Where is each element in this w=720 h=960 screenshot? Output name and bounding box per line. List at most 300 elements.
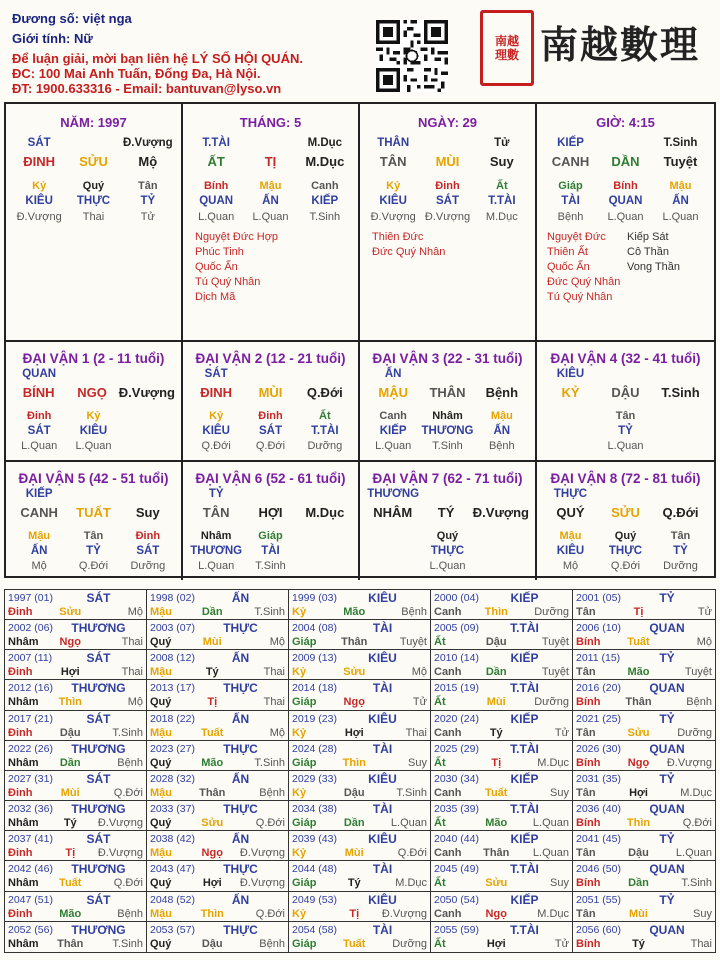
year-stem: Mậu bbox=[150, 907, 172, 920]
hidden-stem-row bbox=[543, 409, 708, 423]
stem-branch: M.Dục bbox=[305, 154, 345, 169]
year-stem: Bính bbox=[576, 817, 601, 830]
hidden-stem: Ất bbox=[496, 180, 508, 192]
star-item: Đức Quý Nhân bbox=[372, 246, 446, 258]
year-branch: Tuất bbox=[343, 937, 366, 950]
year-phase: Mộ bbox=[696, 636, 712, 649]
year-stem: Quý bbox=[150, 696, 172, 709]
hidden-god: SÁT bbox=[136, 545, 160, 557]
year-star: QUAN bbox=[649, 741, 685, 756]
life-phase-row bbox=[366, 210, 529, 224]
year-cell[interactable] bbox=[5, 741, 147, 771]
year-stem: Mậu bbox=[150, 666, 172, 679]
year-cell[interactable] bbox=[5, 590, 147, 620]
ten-god: TỶ bbox=[208, 488, 224, 500]
seal-stamp: 南越 理數 bbox=[480, 10, 534, 86]
year-label: 2016 (20) bbox=[576, 682, 621, 695]
year-branch: Tý bbox=[63, 817, 77, 830]
year-cell[interactable] bbox=[147, 711, 289, 741]
year-cell[interactable] bbox=[5, 650, 147, 680]
year-star: KIÊU bbox=[368, 771, 397, 786]
year-phase: Tuyệt bbox=[541, 636, 569, 649]
year-branch: Mùi bbox=[629, 907, 648, 920]
year-branch: Dậu bbox=[59, 726, 81, 739]
stem-branch: TUẤT bbox=[76, 505, 111, 520]
stem-branch: Mộ bbox=[138, 154, 158, 169]
year-label: 2035 (39) bbox=[434, 803, 479, 816]
ten-god: THƯƠNG bbox=[367, 488, 420, 500]
hidden-stem bbox=[366, 529, 420, 543]
ten-god-row bbox=[189, 487, 352, 501]
year-star: SÁT bbox=[86, 591, 111, 605]
year-stem: Quý bbox=[150, 877, 172, 890]
year-label: 2012 (16) bbox=[8, 682, 53, 695]
dai-van-panel bbox=[6, 342, 183, 462]
life-phase: L.Quan bbox=[198, 211, 235, 223]
year-branch: Sửu bbox=[59, 606, 82, 618]
hidden-god-row bbox=[189, 194, 352, 208]
year-star: TÀI bbox=[372, 802, 393, 817]
year-cell[interactable] bbox=[289, 771, 431, 801]
year-cell[interactable] bbox=[5, 922, 147, 952]
year-branch: Tuất bbox=[485, 786, 508, 799]
year-cell[interactable] bbox=[573, 861, 715, 891]
ten-god bbox=[598, 487, 653, 501]
year-phase: Thai bbox=[121, 666, 143, 679]
year-star: QUAN bbox=[649, 621, 685, 636]
year-branch: Mão bbox=[201, 756, 224, 769]
year-cell[interactable] bbox=[5, 892, 147, 922]
year-star: THƯƠNG bbox=[71, 862, 126, 877]
year-stem: Canh bbox=[434, 847, 462, 860]
year-cell[interactable] bbox=[289, 801, 431, 831]
year-stem: Kỷ bbox=[292, 907, 307, 920]
year-cell[interactable] bbox=[573, 650, 715, 680]
year-stem: Canh bbox=[434, 606, 462, 618]
life-phase: L.Quan bbox=[662, 211, 699, 223]
year-star: QUAN bbox=[649, 922, 685, 937]
year-cell[interactable] bbox=[289, 831, 431, 861]
year-stem: Tân bbox=[576, 726, 596, 739]
life-phase: Bệnh bbox=[557, 211, 584, 223]
year-branch: Sửu bbox=[485, 877, 508, 890]
stem-branch: MÙI bbox=[435, 154, 460, 169]
ten-god: SÁT bbox=[204, 368, 228, 380]
life-phase-row bbox=[189, 559, 352, 573]
year-cell[interactable] bbox=[147, 590, 289, 620]
year-star: KIÊU bbox=[368, 892, 397, 907]
year-label: 2029 (33) bbox=[292, 772, 337, 785]
year-cell[interactable] bbox=[147, 892, 289, 922]
year-cell[interactable] bbox=[147, 650, 289, 680]
year-branch: Tý bbox=[347, 877, 361, 890]
year-star: KIẾP bbox=[510, 832, 539, 847]
life-phase: T.Sinh bbox=[432, 440, 463, 452]
year-stem: Đinh bbox=[8, 666, 33, 679]
hidden-stem: Kỷ bbox=[32, 180, 47, 192]
year-star: TÀI bbox=[372, 621, 393, 636]
pillar-title: THÁNG: 5 bbox=[239, 115, 302, 130]
year-branch: Thìn bbox=[58, 696, 82, 709]
year-phase: Đ.Vượng bbox=[239, 877, 285, 890]
year-label: 2030 (34) bbox=[434, 772, 479, 785]
year-label: 2039 (43) bbox=[292, 833, 337, 846]
hidden-stem: Đinh bbox=[435, 180, 460, 192]
year-branch: Mão bbox=[343, 606, 366, 618]
year-star: ẤN bbox=[231, 711, 250, 726]
year-star: KIẾP bbox=[510, 711, 539, 726]
year-branch: Thân bbox=[483, 847, 510, 860]
year-stem: Tân bbox=[576, 907, 596, 920]
year-branch: Ngọ bbox=[201, 847, 223, 860]
year-phase: T.Sinh bbox=[112, 937, 143, 950]
life-phase: Q.Đới bbox=[255, 440, 286, 452]
year-phase: T.Sinh bbox=[254, 606, 285, 618]
hidden-god: T.TÀI bbox=[488, 195, 516, 207]
hidden-god: THỰC bbox=[430, 545, 465, 557]
year-stem: Canh bbox=[434, 666, 462, 679]
pillar-panel bbox=[537, 104, 714, 342]
year-star: SÁT bbox=[86, 651, 111, 666]
year-label: 2024 (28) bbox=[292, 742, 337, 755]
year-star: QUAN bbox=[649, 862, 685, 877]
year-phase: Mộ bbox=[127, 606, 143, 618]
year-branch: Mùi bbox=[202, 636, 222, 649]
hidden-stem-row bbox=[189, 529, 352, 543]
year-branch: Thìn bbox=[342, 756, 366, 769]
year-branch: Dậu bbox=[628, 847, 649, 860]
life-phase-row bbox=[12, 439, 175, 453]
ten-god bbox=[420, 487, 474, 501]
year-label: 2002 (06) bbox=[8, 622, 53, 635]
ten-god: T.Sinh bbox=[663, 137, 698, 149]
pillar-panel bbox=[360, 104, 537, 342]
year-label: 2017 (21) bbox=[8, 712, 53, 725]
ten-god bbox=[66, 487, 120, 501]
year-stem: Nhâm bbox=[8, 756, 39, 769]
year-cell[interactable] bbox=[289, 650, 431, 680]
year-label: 2056 (60) bbox=[576, 923, 621, 936]
star-item: Cô Thần bbox=[627, 246, 669, 258]
year-label: 2049 (53) bbox=[292, 893, 337, 906]
year-star: ẤN bbox=[231, 591, 250, 605]
year-stem: Đinh bbox=[8, 907, 33, 920]
stem-branch-row bbox=[543, 154, 708, 170]
year-phase: Bệnh bbox=[117, 756, 143, 769]
hidden-god: TÀI bbox=[561, 195, 580, 207]
hidden-stem: Mậu bbox=[669, 180, 692, 192]
year-cell[interactable] bbox=[5, 771, 147, 801]
year-cell[interactable] bbox=[573, 620, 715, 650]
year-cell[interactable] bbox=[147, 801, 289, 831]
year-label: 2027 (31) bbox=[8, 772, 53, 785]
qr-code-icon[interactable] bbox=[376, 20, 448, 92]
year-cell[interactable] bbox=[147, 771, 289, 801]
hidden-god-row bbox=[189, 424, 352, 438]
year-branch: Sửu bbox=[343, 666, 366, 679]
year-branch: Hợi bbox=[202, 877, 222, 890]
ten-god bbox=[598, 367, 653, 381]
year-cell[interactable] bbox=[289, 741, 431, 771]
year-label: 2014 (18) bbox=[292, 682, 337, 695]
stem-branch: Bệnh bbox=[485, 385, 519, 400]
year-cell[interactable] bbox=[289, 892, 431, 922]
year-cell[interactable] bbox=[573, 771, 715, 801]
stem-branch: Tuyệt bbox=[663, 154, 698, 169]
year-label: 2037 (41) bbox=[8, 833, 53, 846]
year-stem: Ất bbox=[434, 937, 446, 950]
year-cell[interactable] bbox=[147, 922, 289, 952]
stem-branch-row bbox=[189, 154, 352, 170]
year-cell[interactable] bbox=[431, 892, 573, 922]
year-branch: Hợi bbox=[60, 666, 80, 679]
stem-branch-row bbox=[543, 385, 708, 401]
year-cell[interactable] bbox=[431, 741, 573, 771]
stem-branch: ĐINH bbox=[200, 385, 233, 400]
year-cell[interactable] bbox=[289, 590, 431, 620]
year-stem: Mậu bbox=[150, 606, 172, 618]
hidden-stem: Tân bbox=[138, 180, 158, 192]
year-label: 2021 (25) bbox=[576, 712, 621, 725]
stem-branch-row bbox=[366, 154, 529, 170]
life-phase: Dưỡng bbox=[663, 560, 698, 572]
year-label: 2032 (36) bbox=[8, 803, 53, 816]
year-cell[interactable] bbox=[573, 831, 715, 861]
year-stem: Tân bbox=[576, 666, 596, 679]
year-cell[interactable] bbox=[5, 861, 147, 891]
year-label: 2023 (27) bbox=[150, 742, 195, 755]
year-stem: Nhâm bbox=[8, 817, 39, 830]
year-phase: Tuyệt bbox=[684, 666, 712, 679]
star-item: Nguyệt Đức bbox=[547, 231, 606, 243]
ten-god bbox=[653, 367, 708, 381]
year-label: 2020 (24) bbox=[434, 712, 479, 725]
year-cell[interactable] bbox=[5, 620, 147, 650]
year-phase: Thai bbox=[690, 937, 712, 950]
ten-god bbox=[243, 367, 297, 381]
year-cell[interactable] bbox=[431, 861, 573, 891]
year-phase: Bệnh bbox=[117, 907, 143, 920]
year-phase: Bệnh bbox=[686, 696, 712, 709]
year-phase: Q.Đới bbox=[255, 817, 285, 830]
year-cell[interactable] bbox=[147, 741, 289, 771]
life-phase: L.Quan bbox=[75, 440, 112, 452]
year-cell[interactable] bbox=[573, 741, 715, 771]
year-star: THỰC bbox=[223, 681, 258, 696]
hidden-stem: Quý bbox=[82, 180, 105, 192]
year-phase: T.Sinh bbox=[254, 756, 285, 769]
year-cell[interactable] bbox=[147, 861, 289, 891]
year-cell[interactable] bbox=[573, 680, 715, 710]
year-cell[interactable] bbox=[147, 620, 289, 650]
year-branch: Thìn bbox=[626, 817, 651, 830]
year-cell[interactable] bbox=[573, 922, 715, 952]
year-label: 2005 (09) bbox=[434, 622, 479, 635]
stem-branch: Q.Đới bbox=[662, 505, 699, 520]
ten-god bbox=[298, 367, 352, 381]
year-cell[interactable] bbox=[431, 711, 573, 741]
year-stem: Ất bbox=[434, 636, 446, 649]
year-cell[interactable] bbox=[431, 620, 573, 650]
year-stem: Bính bbox=[576, 696, 601, 709]
year-stem: Canh bbox=[434, 726, 462, 739]
year-cell[interactable] bbox=[147, 831, 289, 861]
hidden-god: TỶ bbox=[86, 545, 101, 557]
year-label: 2043 (47) bbox=[150, 863, 195, 876]
stem-branch-row bbox=[366, 505, 529, 521]
year-cell[interactable] bbox=[431, 680, 573, 710]
life-phase-row bbox=[366, 439, 529, 453]
year-cell[interactable] bbox=[289, 922, 431, 952]
life-phase: Đ.Vượng bbox=[424, 211, 471, 223]
year-phase: Suy bbox=[550, 877, 569, 890]
life-phase: Dưỡng bbox=[307, 440, 343, 452]
year-label: 2036 (40) bbox=[576, 803, 621, 816]
dai-van-title: ĐẠI VẬN 1 (2 - 11 tuổi) bbox=[22, 351, 165, 366]
year-cell[interactable] bbox=[5, 831, 147, 861]
year-label: 2048 (52) bbox=[150, 893, 195, 906]
hidden-stem: Kỷ bbox=[386, 180, 401, 192]
year-stem: Bính bbox=[576, 756, 601, 769]
ten-god bbox=[598, 136, 653, 150]
year-phase: Tuyệt bbox=[399, 636, 427, 649]
year-stem: Canh bbox=[434, 786, 462, 799]
ten-god: THỰC bbox=[553, 488, 588, 500]
year-branch: Thân bbox=[625, 696, 652, 709]
year-label: 2033 (37) bbox=[150, 803, 195, 816]
year-star: T.TÀI bbox=[510, 741, 539, 756]
stem-branch: SỬU bbox=[79, 154, 108, 169]
year-cell[interactable] bbox=[431, 590, 573, 620]
year-stem: Quý bbox=[150, 937, 172, 950]
ten-god: Tử bbox=[494, 137, 510, 149]
dai-van-title: ĐẠI VẬN 5 (42 - 51 tuổi) bbox=[18, 471, 169, 486]
year-cell[interactable] bbox=[5, 711, 147, 741]
year-cell[interactable] bbox=[573, 590, 715, 620]
year-phase: Suy bbox=[550, 786, 569, 799]
hidden-stem: Nhâm bbox=[200, 530, 232, 542]
year-label: 2001 (05) bbox=[576, 592, 621, 604]
year-label: 2055 (59) bbox=[434, 923, 479, 936]
year-cell[interactable] bbox=[573, 711, 715, 741]
year-star: SÁT bbox=[86, 771, 111, 786]
life-phase: Q.Đới bbox=[610, 560, 641, 572]
year-star: THƯƠNG bbox=[71, 621, 126, 636]
year-stem: Tân bbox=[576, 786, 596, 799]
star-item: Tú Quý Nhân bbox=[195, 276, 261, 288]
year-label: 2025 (29) bbox=[434, 742, 479, 755]
year-branch: Sửu bbox=[627, 726, 650, 739]
year-cell[interactable] bbox=[5, 680, 147, 710]
hidden-god: KIÊU bbox=[202, 425, 230, 437]
hidden-stem: Ất bbox=[319, 410, 331, 422]
year-phase: T.Sinh bbox=[396, 786, 427, 799]
year-branch: Hợi bbox=[486, 937, 506, 950]
year-phase: Q.Đới bbox=[113, 877, 143, 890]
year-phase: Đ.Vượng bbox=[381, 907, 427, 920]
year-phase: Bệnh bbox=[259, 937, 285, 950]
ten-god bbox=[475, 367, 529, 381]
year-cell[interactable] bbox=[5, 801, 147, 831]
contact-line: Để luận giải, mời bạn liên hệ LÝ SỐ HỘI QUÁN. bbox=[12, 51, 303, 66]
year-stem: Đinh bbox=[8, 847, 33, 860]
year-star: SÁT bbox=[86, 832, 111, 847]
year-cell[interactable] bbox=[289, 620, 431, 650]
year-phase: L.Quan bbox=[675, 847, 712, 860]
year-stem: Bính bbox=[576, 636, 601, 649]
dai-van-panel bbox=[537, 462, 714, 580]
phone-email-line: ĐT: 1900.633316 - Email: bantuvan@lyso.vn bbox=[12, 81, 282, 96]
gender: Giới tính: Nữ bbox=[12, 31, 93, 46]
year-branch: Dậu bbox=[485, 636, 507, 649]
stem-branch: THÂN bbox=[429, 385, 466, 400]
year-cell[interactable] bbox=[289, 711, 431, 741]
year-star: KIÊU bbox=[368, 711, 397, 726]
year-label: 2018 (22) bbox=[150, 712, 195, 725]
ten-god: M.Dục bbox=[307, 137, 343, 149]
ten-god bbox=[121, 487, 175, 501]
year-label: 2004 (08) bbox=[292, 622, 337, 635]
year-star: THƯƠNG bbox=[71, 922, 126, 937]
ten-god: ẤN bbox=[384, 368, 402, 380]
year-phase: M.Dục bbox=[537, 756, 569, 769]
year-stem: Nhâm bbox=[8, 877, 39, 890]
year-star: TỶ bbox=[659, 892, 675, 907]
year-cell[interactable] bbox=[573, 892, 715, 922]
year-star: TỶ bbox=[659, 832, 675, 847]
stem-branch: SỬU bbox=[611, 505, 640, 520]
year-branch: Ngọ bbox=[343, 696, 365, 709]
year-label: 2019 (23) bbox=[292, 712, 337, 725]
year-cell[interactable] bbox=[431, 801, 573, 831]
life-phase-row bbox=[366, 559, 529, 573]
year-star: ẤN bbox=[231, 651, 250, 666]
stem-branch-row bbox=[12, 154, 175, 170]
year-branch: Dần bbox=[628, 877, 649, 890]
year-cell[interactable] bbox=[431, 831, 573, 861]
pillar-panel bbox=[183, 104, 360, 342]
year-stem: Mậu bbox=[150, 786, 172, 799]
stem-branch: DẬU bbox=[611, 385, 640, 400]
year-phase: Thai bbox=[263, 666, 285, 679]
year-cell[interactable] bbox=[289, 861, 431, 891]
year-star: THỰC bbox=[223, 621, 258, 636]
ten-god bbox=[653, 487, 708, 501]
chart-grid bbox=[4, 102, 716, 578]
year-stem: Giáp bbox=[292, 817, 317, 830]
stem-branch: Đ.Vượng bbox=[472, 505, 529, 520]
year-cell[interactable] bbox=[147, 680, 289, 710]
ten-god-row bbox=[12, 487, 175, 501]
hidden-stem: Nhâm bbox=[432, 410, 463, 422]
year-branch: Dậu bbox=[201, 937, 223, 950]
year-cell[interactable] bbox=[289, 680, 431, 710]
year-star: T.TÀI bbox=[510, 862, 539, 877]
year-cell[interactable] bbox=[573, 801, 715, 831]
year-branch: Dần bbox=[201, 606, 223, 618]
stem-branch: Suy bbox=[135, 505, 160, 520]
year-cell[interactable] bbox=[431, 650, 573, 680]
star-item: Quốc Ấn bbox=[195, 261, 238, 273]
ten-god-row bbox=[189, 367, 352, 381]
year-cell[interactable] bbox=[431, 771, 573, 801]
year-branch: Thìn bbox=[484, 606, 508, 618]
ten-god bbox=[298, 487, 352, 501]
year-cell[interactable] bbox=[431, 922, 573, 952]
ten-god bbox=[243, 136, 297, 150]
life-phase bbox=[298, 559, 352, 573]
hidden-stem: Bính bbox=[613, 180, 638, 192]
